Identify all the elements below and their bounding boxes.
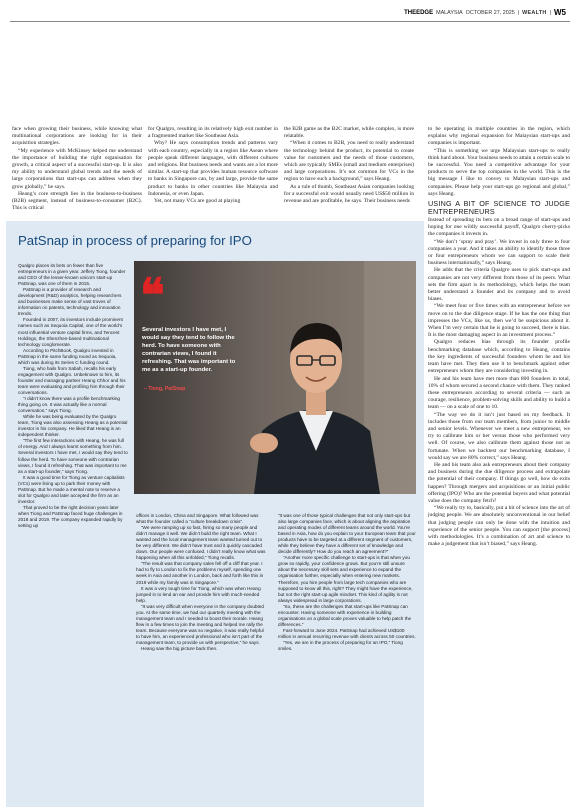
article-column-4 (428, 126, 570, 808)
paragraph: Yet, not many VCs are good at playing (154, 198, 241, 205)
portrait-photo (134, 261, 416, 494)
paragraph: “We were ramping up so fast, hiring so many people and didn’t manage it well. We didn’t build the right team. What I wanted and the local management team wanted turned out to be very different. We didn’t have trust and it quickly cascaded down. Our people were confused. I didn’t really know what was happening when all this unfolded,” Tiong recalls. (136, 525, 266, 561)
article-column-1 (12, 126, 142, 212)
page-header (0, 4, 580, 24)
paragraph: Qualgro places its bets on fewer than five entrepreneurs in a given year. Jeffery Tiong, founder and CEO of the lesser-known unicorn start-up PatSnap, was one of them in 2015. (18, 263, 126, 287)
feature-column-2 (136, 513, 268, 803)
edition-label: MALAYSIA (436, 9, 463, 16)
paragraph: Tiong, who hails from Sabah, recalls his early engagement with Qualgro. Unbeknown to him, its founder and managing partner Heang Chhor and his team were evaluating and profiling him through their conversations. (18, 365, 126, 395)
paragraph: “Another more specific challenge to start-ups is that when you grow so rapidly, your confidence grows. But you’re still unsure about the necessary skill sets and experience to expand the organisation further, especially when entering new markets. Therefore, you hire people from large tech companies who are supposed to know all this, right? They might have the experience, but not the right start-up agile mindset. This kind of agility is not always widespread in large corporations. (278, 555, 413, 603)
header-separator: | (517, 9, 520, 16)
paragraph: That proved to be the right decision years later when Tiong and PatSnap faced huge challenges in 2018 and 2019. The company expanded rapidly by setting up (18, 504, 123, 529)
paragraph: “When it comes to B2B, you need to really understand the technology behind the product, its potential to create value for customers and the needs of those customers, which are typically SMEs (small and medium enterprises) and large corporations. It’s not common for VCs in the region to have such a background,” says Heang. (284, 140, 414, 183)
article-column-3 (284, 126, 414, 205)
paragraph: As a rule of thumb, Southeast Asian companies looking for a successful exit would usually need US$50 million in revenue and are profitable, he says. Their business needs (284, 183, 414, 205)
paragraph: “We really try to, basically, put a bit of science into the art of judging people. We are absolutely unconventional in our belief that judging people can only be done with the intuition and experience of the senior people. You can support [the process] with methodologies. It’s a combination of art and science to make a judgement that isn’t biased,” says Heang. (428, 505, 570, 548)
paragraph: offices in London, China and Singapore. What followed was what the founder called a “culture breakdown crisis”. (136, 513, 259, 525)
issue-date: OCTOBER 27, 2025 (465, 9, 515, 16)
paragraph: “We meet four or five times with an entrepreneur before we move on to the due diligence stage. If he has the one thing that impresses the VCs, like us, then we’d be suspicious about it. When I’m very certain that he is going to succeed, there is bias. It is the most damaging aspect in an investment process.” (428, 303, 570, 339)
paragraph: Fast-forward to June 2024. PatSnap had achieved US$100 million in annual recurring revenue with clients across 50 countries. (278, 627, 416, 639)
header-separator: | (549, 9, 551, 16)
quote-credit: – Tiong, PatSnap (144, 386, 186, 392)
paragraph: It was a good time for Tiong as venture capitalists (VCs) were lining up to park their money with PatSnap. But he made a mental note to reserve a slot for Qualgro and later accepted the firm as an investor. (18, 474, 125, 504)
section-label: WEALTH (522, 9, 547, 16)
portrait-illustration (134, 261, 416, 494)
feature-title: PatSnap in process of preparing for IPO (18, 233, 252, 248)
paragraph: to be operating in multiple countries in the region, which explains why regional expansion for Malaysian start-ups and companies is important. (428, 126, 570, 147)
paragraph: Instead of spreading its bets on a broad range of start-ups and hoping for one wildly successful payoff, Qualgro cherry-picks the companies it invests in. (428, 217, 570, 238)
paragraph: “This is something we urge Malaysian start-ups to really think hard about. Your business needs to attain a certain scale to be successful. You need a competitive advantage for your products to serve the top companies in the world. This is the big message I like to convey to Malaysian start-ups and companies. Please help your start-ups go regional and global,” says Heang. (428, 147, 570, 197)
feature-column-3 (278, 513, 416, 803)
paragraph: He and his team also ask entrepreneurs about their company and business during the due diligence process and extrapolate the potential of their company. If things go well, how do exits happen? Through mergers and acquisitions or an initial public offering (IPO)? Who are the potential buyers and what potential value does the company fetch? (428, 461, 570, 504)
page-number: W5 (554, 8, 566, 17)
paragraph: While he was being evaluated by the Qualgro team, Tiong was also assessing Heang as a potential investor in his company. He liked that Heang is an independent thinker. (18, 414, 128, 438)
feature-box (6, 221, 424, 807)
paragraph: “It was very difficult when everyone in the company doubted you. At the same time, we had our quarterly meeting with the management team and I needed to boost their morale. Heang flew in a few times to join the meeting and helped me rally the team. Because everyone was so negative, it was really helpful to have him, an experienced professional who isn’t part of the management team, to provide us with perspective,” he says. (136, 603, 264, 645)
quote-mark: ❝ (140, 269, 165, 321)
paragraph: Founded in 2007, its investors include prominent names such as Sequoia Capital, one of the world’s most influential venture capital firms, and Tencent Holdings, the Shenzhen-based multinational technology conglomerate. (18, 317, 123, 347)
section-subhead: USING A BIT OF SCIENCE TO JUDGE ENTREPRENEURS (428, 199, 570, 217)
paragraph: Heang’s core strength lies in the business-to-business (B2B) segment, instead of business-to-consumer (B2C). This is critical (12, 190, 142, 212)
paragraph: “It was one of those typical challenges that not only start-ups but also large companies face, which is about aligning the aspiration and operating modes of different teams around the world. You’re based in Asia, how do you explain to your European team that your products have to be targeted at a different segment of customers, while they believe they have a different set of knowledge and decide differently? How do you reach an agreement?” (278, 513, 416, 555)
paragraph: “My experience with McKinsey helped me understand the importance of building the right organisation for growth, a critical aspect of a successful start-up. It is also my ability to understand global trends and the needs of large corporations that start-ups can address when they grow globally,” he says. (12, 147, 142, 190)
paragraph: “I didn’t know there was a profile benchmarking thing going on. It was actually like a normal conversation,” says Tiong. (18, 396, 120, 414)
paragraph: “So, these are the challenges that start-ups like PatSnap can encounter. Having someone with experience in building organisations on a global scale proves valuable to help patch the differences.” (278, 603, 412, 627)
header-rule (10, 21, 570, 22)
paragraph: Why? He says consumption trends and patterns vary with each country, especially in a region like Asean where people speak different languages, with different cultures and religions. But business needs and wants are a lot more similar. A start-up that provides human resource software to banks in Singapore can, by and large, provide the same product to banks in other countries like Malaysia and Indonesia, or even Japan. (148, 140, 278, 197)
paragraph: “We don’t ‘spray and pray’. We invest in only three to four companies a year. And it takes an ability to identify those three or four entrepreneurs whom we can support to scale their business internationally,” says Heang. (428, 238, 570, 267)
paragraph: It was a very tough time for Tiong, which was when Heang jumped in to lend an ear and provide him with much-needed help. (136, 585, 261, 603)
header-info (404, 8, 566, 17)
publication-logo: THEEDGE (404, 9, 434, 16)
paragraph: “The way we do it isn’t just based on my feedback. It includes those from our team members, from junior to middle and senior levels. Whenever we meet a new entrepreneur, we try to calibrate him or her versus those who performed very well. Of course, we also calibrate them against those not as fortunate. When we backtest our benchmarking database, I would say we are 80% correct,” says Heang. (428, 411, 570, 461)
paragraph: He adds that the criteria Qualgro uses to pick start-ups and companies are not very different from those of its peers. What sets the firm apart is its methodology, which helps the team better understand a founder and its company and to avoid biases. (428, 267, 570, 303)
paragraph: face when growing their business, while knowing what multinational corporations are looking for in their acquisition strategies. (12, 126, 142, 147)
feature-column-1 (18, 263, 128, 803)
paragraph: for Qualgro, resulting in its relatively high exit number in a fragmented market like Southeast Asia. (148, 126, 278, 140)
paragraph: “The result was that company sales fell off a cliff that year. I had to fly to London to fix the problems myself, spending one week in Asia and another in London, back and forth like this in 2019 while my family was in Singapore.” (136, 561, 264, 585)
article-column-2 (148, 126, 278, 205)
pull-quote: Several investors I have met, I would say they tend to follow the herd. To have someone with contrarian views, I found it refreshing. That was important to me as a start-up founder. (142, 327, 236, 373)
paragraph: PatSnap is a provider of research and development (R&D) analytics, helping researchers and businesses make sense of vast troves of information on patents, technology and innovation trends. (18, 287, 122, 317)
paragraph: “The first few interactions with Heang, he was full of energy. And I always learnt something from him. Several investors I have met, I would say they tend to follow the herd. To have someone with contrarian views, I found it refreshing. That was important to me as a start-up founder,” says Tiong. (18, 438, 128, 474)
paragraph: Qualgro reduces bias through its founder profile benchmarking database which, according to Heang, contains the key ingredients of successful founders whom he and his team have met. They then use it to benchmark against other entrepreneurs whom they are considering investing in. (428, 339, 570, 375)
paragraph: the B2B game as the B2C market, while complex, is more relatable. (284, 126, 414, 140)
paragraph: According to PitchBook, Qualgro invested in PatSnap in the same funding round as Sequoia, which was during its Series C funding round. (18, 347, 117, 365)
paragraph: He and his team have met more than 800 founders in total, 10% of whom secured a second chance with them. They ranked these entrepreneurs according to several criteria — such as courage, resilience, problem-solving skills and ability to build a team — on a scale of one to 10. (428, 375, 570, 411)
paragraph: “Yes, we are in the process of preparing for an IPO,” Tiong smiles. (278, 639, 403, 652)
paragraph: Heang saw the big picture back then. (141, 646, 218, 652)
